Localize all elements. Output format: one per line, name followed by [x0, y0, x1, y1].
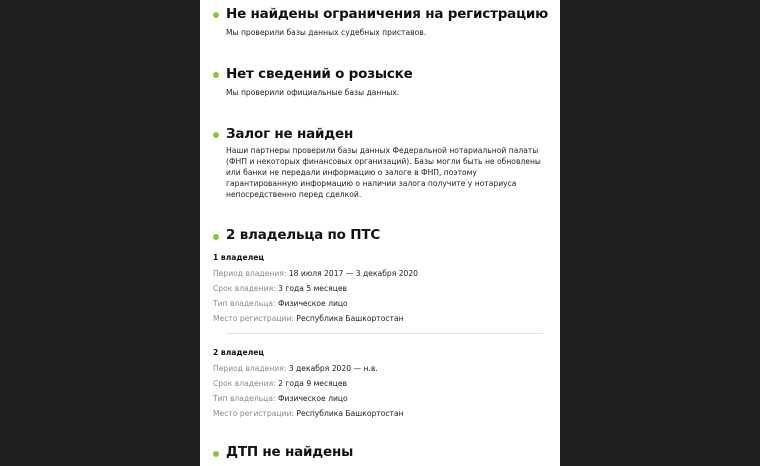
- section-title: Не найдены ограничения на регистрацию: [226, 6, 549, 22]
- row-label: Место регистрации:: [213, 314, 294, 323]
- owner-title: 1 владелец: [213, 253, 265, 262]
- row-value: Республика Башкортостан: [296, 409, 404, 418]
- owner-period: [213, 364, 378, 373]
- row-value: Физическое лицо: [278, 394, 348, 403]
- bullet-icon: [213, 12, 219, 18]
- section-title: 2 владельца по ПТС: [226, 227, 381, 243]
- row-label: Период владения:: [213, 364, 287, 373]
- row-value: 3 года 5 месяцев: [278, 284, 348, 293]
- row-value: Физическое лицо: [278, 299, 348, 308]
- row-label: Тип владельца:: [213, 299, 276, 308]
- section-title: Залог не найден: [226, 126, 354, 142]
- owner-region: [213, 409, 404, 418]
- owner-duration: [213, 284, 347, 293]
- row-label: Срок владения:: [213, 379, 276, 388]
- bullet-icon: [213, 132, 219, 138]
- owner-period: [213, 269, 418, 278]
- row-value: Республика Башкортостан: [296, 314, 404, 323]
- section-description: Мы проверили базы данных судебных приставов.: [226, 28, 427, 37]
- owner-type: [213, 394, 348, 403]
- section-description: Наши партнеры проверили базы данных Федеральной нотариальной палаты (ФНП и некоторых финансовых организаций). Базы могли быть не обновлены или банки не передали информацию о залоге в ФНП, поэтому гарантированную информацию о наличии залога получите у нотариуса непосредственно перед сделкой.: [226, 146, 541, 199]
- owner-title: 2 владелец: [213, 348, 265, 357]
- owner-type: [213, 299, 348, 308]
- bullet-icon: [213, 451, 219, 457]
- owner-region: [213, 314, 404, 323]
- row-label: Тип владельца:: [213, 394, 276, 403]
- owner-duration: [213, 379, 347, 388]
- row-label: Место регистрации:: [213, 409, 294, 418]
- section-title: ДТП не найдены: [226, 444, 354, 460]
- bullet-icon: [213, 234, 219, 240]
- section-description: Мы проверили официальные базы данных.: [226, 88, 400, 97]
- row-label: Период владения:: [213, 269, 287, 278]
- row-value: 3 декабря 2020 — н.в.: [288, 364, 378, 373]
- row-value: 18 июля 2017 — 3 декабря 2020: [288, 269, 419, 278]
- row-value: 2 года 9 месяцев: [278, 379, 348, 388]
- section-title: Нет сведений о розыске: [226, 66, 413, 82]
- owner-divider: [226, 333, 543, 334]
- bullet-icon: [213, 72, 219, 78]
- row-label: Срок владения:: [213, 284, 276, 293]
- report-panel: [200, 0, 560, 466]
